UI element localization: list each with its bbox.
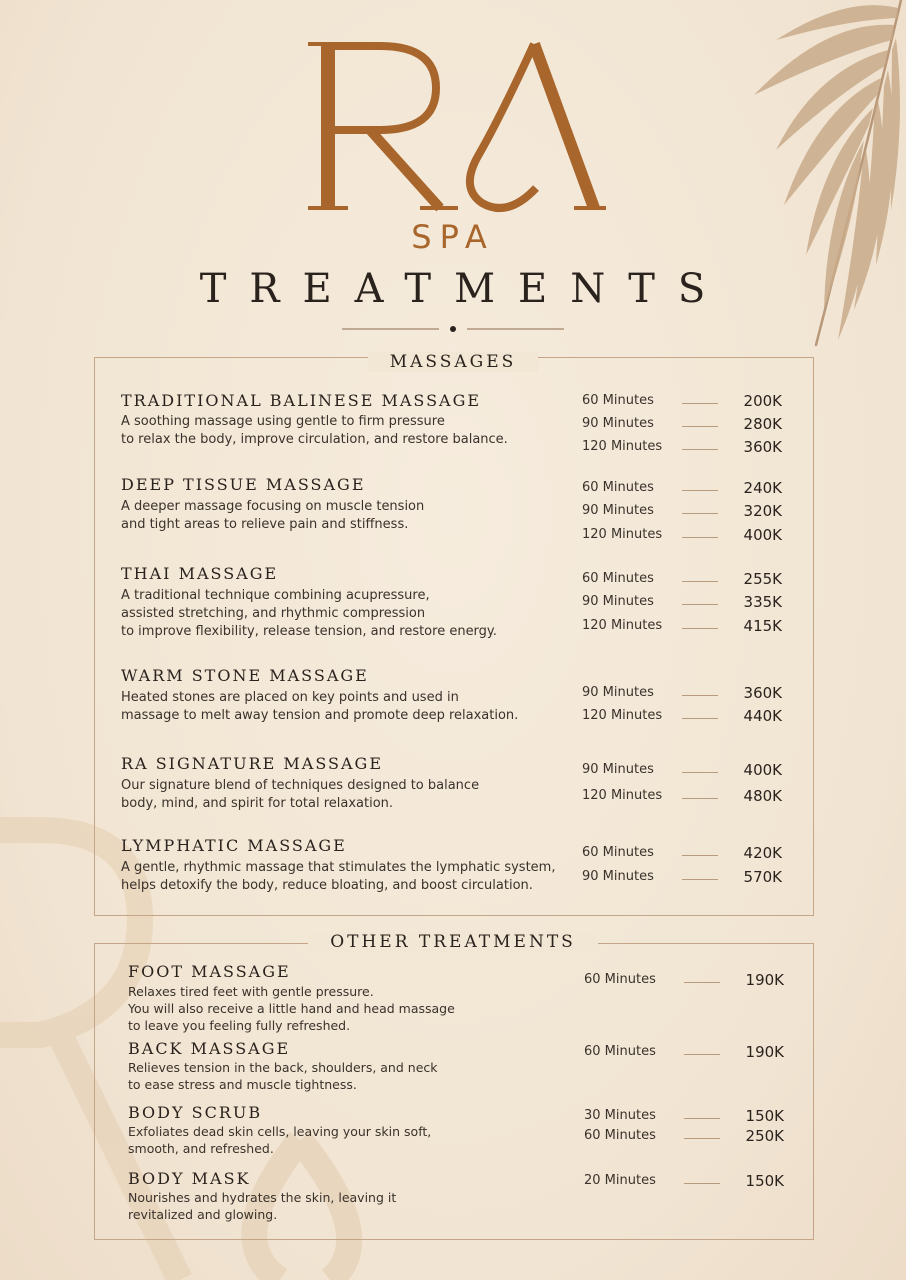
- duration-label: 60 Minutes: [582, 480, 654, 495]
- treatment-description-back-massage: Relieves tension in the back, shoulders, and neck to ease stress and muscle tightness.: [128, 1060, 438, 1092]
- price-amount: 150K: [745, 1107, 784, 1125]
- treatment-name-warm-stone-massage: WARM STONE MASSAGE: [121, 666, 369, 685]
- price-amount: 200K: [743, 392, 782, 410]
- duration-label: 120 Minutes: [582, 788, 663, 803]
- price-amount: 400K: [743, 526, 782, 544]
- price-amount: 280K: [743, 415, 782, 433]
- duration-label: 120 Minutes: [582, 618, 663, 633]
- price-dash: [682, 772, 718, 773]
- price-amount: 420K: [743, 844, 782, 862]
- price-dash: [684, 982, 720, 983]
- treatment-description-body-mask: Nourishes and hydrates the skin, leaving it revitalized and glowing.: [128, 1190, 397, 1222]
- price-dash: [682, 449, 718, 450]
- treatment-description-body-scrub: Exfoliates dead skin cells, leaving your skin soft, smooth, and refreshed.: [128, 1124, 432, 1156]
- treatment-description-foot-massage: Relaxes tired feet with gentle pressure. You will also receive a little hand and head massage to leave you feeling fully refreshed.: [128, 984, 455, 1033]
- price-amount: 440K: [743, 707, 782, 725]
- price-amount: 360K: [743, 438, 782, 456]
- price-dash: [682, 537, 718, 538]
- duration-label: 90 Minutes: [582, 685, 654, 700]
- duration-label: 60 Minutes: [582, 845, 654, 860]
- duration-label: 90 Minutes: [582, 869, 654, 884]
- duration-label: 60 Minutes: [582, 571, 654, 586]
- treatment-name-foot-massage: FOOT MASSAGE: [128, 962, 291, 981]
- treatment-name-thai-massage: THAI MASSAGE: [121, 564, 279, 583]
- price-dash: [682, 879, 718, 880]
- duration-label: 60 Minutes: [584, 972, 656, 987]
- price-amount: 240K: [743, 479, 782, 497]
- treatment-description-thai-massage: A traditional technique combining acupressure, assisted stretching, and rhythmic compression to improve flexibility, release tension, and restore energy.: [121, 588, 497, 639]
- price-dash: [682, 604, 718, 605]
- ornament-divider: [342, 322, 564, 336]
- price-dash: [682, 403, 718, 404]
- price-dash: [682, 426, 718, 427]
- treatment-name-traditional-balinese-massage: TRADITIONAL BALINESE MASSAGE: [121, 391, 482, 410]
- price-dash: [684, 1118, 720, 1119]
- duration-label: 60 Minutes: [584, 1128, 656, 1143]
- ra-logo: [300, 38, 610, 218]
- logo-subtitle: SPA: [411, 218, 495, 256]
- treatment-description-traditional-balinese-massage: A soothing massage using gentle to firm pressure to relax the body, improve circulation, and restore balance.: [121, 414, 508, 447]
- treatment-name-body-mask: BODY MASK: [128, 1169, 251, 1188]
- duration-label: 20 Minutes: [584, 1173, 656, 1188]
- treatment-description-deep-tissue-massage: A deeper massage focusing on muscle tension and tight areas to relieve pain and stiffness.: [121, 499, 425, 532]
- treatment-name-body-scrub: BODY SCRUB: [128, 1103, 263, 1122]
- price-dash: [682, 628, 718, 629]
- price-amount: 255K: [743, 570, 782, 588]
- price-amount: 415K: [743, 617, 782, 635]
- treatment-description-lymphatic-massage: A gentle, rhythmic massage that stimulates the lymphatic system, helps detoxify the body, reduce bloating, and boost circulation.: [121, 860, 556, 893]
- price-dash: [682, 798, 718, 799]
- price-amount: 320K: [743, 502, 782, 520]
- price-dash: [684, 1183, 720, 1184]
- duration-label: 60 Minutes: [584, 1044, 656, 1059]
- page-title: TREATMENTS: [199, 266, 729, 312]
- duration-label: 120 Minutes: [582, 708, 663, 723]
- price-dash: [684, 1054, 720, 1055]
- treatment-name-deep-tissue-massage: DEEP TISSUE MASSAGE: [121, 475, 366, 494]
- price-amount: 190K: [745, 971, 784, 989]
- treatment-name-ra-signature-massage: RA SIGNATURE MASSAGE: [121, 754, 383, 773]
- duration-label: 60 Minutes: [582, 393, 654, 408]
- price-dash: [682, 513, 718, 514]
- price-dash: [682, 695, 718, 696]
- price-dash: [682, 581, 718, 582]
- treatment-description-ra-signature-massage: Our signature blend of techniques designed to balance body, mind, and spirit for total relaxation.: [121, 778, 480, 811]
- price-dash: [682, 855, 718, 856]
- price-amount: 335K: [743, 593, 782, 611]
- price-dash: [682, 490, 718, 491]
- duration-label: 120 Minutes: [582, 527, 663, 542]
- duration-label: 30 Minutes: [584, 1108, 656, 1123]
- price-amount: 190K: [745, 1043, 784, 1061]
- price-dash: [682, 718, 718, 719]
- duration-label: 120 Minutes: [582, 439, 663, 454]
- price-amount: 570K: [743, 868, 782, 886]
- section-title-massages: MASSAGES: [0, 352, 906, 372]
- duration-label: 90 Minutes: [582, 594, 654, 609]
- duration-label: 90 Minutes: [582, 416, 654, 431]
- price-amount: 400K: [743, 761, 782, 779]
- duration-label: 90 Minutes: [582, 762, 654, 777]
- treatment-name-lymphatic-massage: LYMPHATIC MASSAGE: [121, 836, 347, 855]
- treatment-name-back-massage: BACK MASSAGE: [128, 1039, 291, 1058]
- section-title-other-treatments: OTHER TREATMENTS: [0, 932, 906, 952]
- price-amount: 150K: [745, 1172, 784, 1190]
- price-amount: 360K: [743, 684, 782, 702]
- treatment-description-warm-stone-massage: Heated stones are placed on key points and used in massage to melt away tension and promote deep relaxation.: [121, 690, 519, 723]
- price-amount: 250K: [745, 1127, 784, 1145]
- duration-label: 90 Minutes: [582, 503, 654, 518]
- price-amount: 480K: [743, 787, 782, 805]
- price-dash: [684, 1138, 720, 1139]
